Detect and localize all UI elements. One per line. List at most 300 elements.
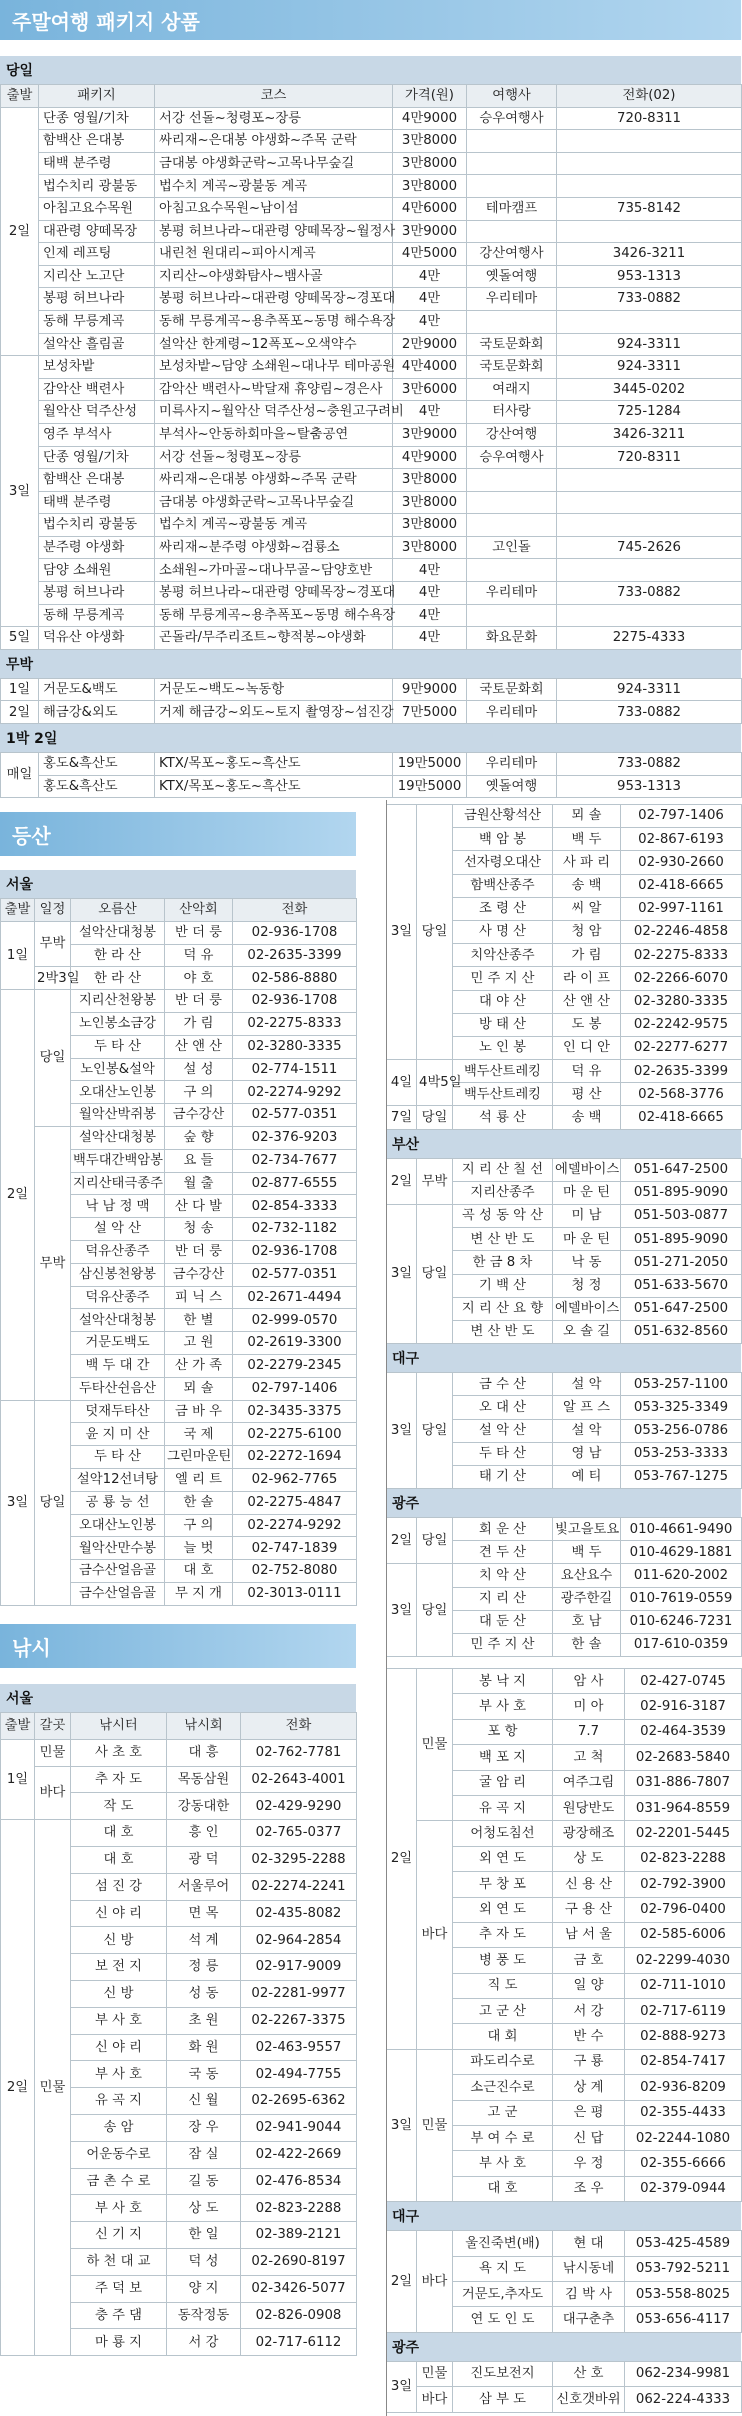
table-cell: 2일: [1, 107, 39, 356]
table-cell: 2일: [387, 1669, 417, 2050]
table-cell: 변 산 반 도: [453, 1228, 553, 1251]
table-cell: 피 닉 스: [165, 1286, 233, 1309]
column-header: 출발: [1, 899, 35, 922]
table-cell: 태백 분주령: [39, 152, 155, 175]
table-cell: 신 답: [553, 2126, 625, 2151]
table-cell: 함백산 은대봉: [39, 469, 155, 492]
data-table: [386, 1668, 742, 2202]
table-cell: 02-429-9290: [241, 1793, 357, 1820]
table-cell: 욕 지 도: [453, 2256, 553, 2281]
region-label: 대구: [386, 1344, 741, 1372]
table-cell: 공 룡 능 선: [71, 1491, 165, 1514]
table-cell: 민물: [35, 1739, 71, 1766]
table-cell: 아침고요수목원: [39, 197, 155, 220]
table-row: [1, 921, 357, 944]
table-cell: 금대봉 야생화군락~고목나무숲길: [155, 491, 393, 514]
fishing-header: 낚시: [0, 1624, 356, 1668]
table-cell: 010-4661-9490: [621, 1518, 742, 1541]
table-cell: 거문도~백도~녹동항: [155, 678, 393, 701]
table-cell: 19만5000: [393, 775, 467, 798]
table-cell: 김 박 사: [553, 2281, 625, 2306]
table-cell: 02-732-1182: [233, 1218, 357, 1241]
table-cell: 2일: [1, 990, 35, 1400]
column-header: 산악회: [165, 899, 233, 922]
table-cell: 화 원: [167, 2034, 241, 2061]
table-cell: 거문도백도: [71, 1332, 165, 1355]
table-cell: 견 두 산: [453, 1541, 553, 1564]
table-cell: 설악산 흘림골: [39, 333, 155, 356]
table-row: [387, 2387, 742, 2412]
table-cell: 고 군 산: [453, 1999, 553, 2024]
table-cell: 고 원: [165, 1332, 233, 1355]
table-cell: 한 솔: [553, 1634, 621, 1657]
table-cell: 조 령 산: [453, 897, 553, 920]
table-cell: 대구춘추: [553, 2307, 625, 2332]
table-cell: 유 곡 지: [453, 1795, 553, 1820]
table-cell: 당일: [417, 805, 453, 1060]
table-cell: 02-494-7755: [241, 2061, 357, 2088]
table-cell: 은 평: [553, 2100, 625, 2125]
table-cell: 오 대 산: [453, 1396, 553, 1419]
table-cell: 02-936-1708: [233, 990, 357, 1013]
table-cell: 영주 부석사: [39, 423, 155, 446]
table-cell: 02-854-7417: [625, 2049, 742, 2074]
table-cell: 덕유산종주: [71, 1286, 165, 1309]
table-row: [1, 604, 742, 627]
table-cell: 7.7: [553, 1719, 625, 1744]
table-cell: 우리테마: [467, 582, 557, 605]
table-cell: 초 원: [167, 2007, 241, 2034]
region-label: 광주: [386, 2333, 741, 2361]
table-cell: 연 도 인 도: [453, 2307, 553, 2332]
table-cell: 동해 무릉계곡~용추폭포~동명 해수욕장: [155, 310, 393, 333]
table-cell: 02-3295-2288: [241, 1846, 357, 1873]
table-cell: 동작정동: [167, 2302, 241, 2329]
table-cell: 구 룡: [553, 2049, 625, 2074]
table-cell: 02-823-2288: [241, 2195, 357, 2222]
table-cell: 신 야 리: [71, 1900, 167, 1927]
table-cell: 지 리 산: [453, 1587, 553, 1610]
table-cell: 2일: [387, 2231, 417, 2333]
table-cell: [467, 310, 557, 333]
table-cell: 에델바이스: [553, 1297, 621, 1320]
table-cell: 금 촌 수 로: [71, 2168, 167, 2195]
table-cell: 암 사: [553, 1669, 625, 1694]
table-cell: 010-4629-1881: [621, 1541, 742, 1564]
table-cell: 02-3280-3335: [621, 990, 742, 1013]
table-cell: 바다: [417, 2231, 453, 2333]
table-cell: 싸리재~은대봉 야생화~주목 군락: [155, 130, 393, 153]
table-cell: 백 두: [553, 1541, 621, 1564]
table-cell: 산 앤 산: [165, 1035, 233, 1058]
table-cell: 한 일: [167, 2222, 241, 2249]
table-cell: 일 양: [553, 1973, 625, 1998]
table-cell: 마 룡 지: [71, 2329, 167, 2356]
table-cell: 02-797-1406: [233, 1377, 357, 1400]
table-cell: 마 운 틴: [553, 1181, 621, 1204]
table-cell: 도 봉: [553, 1013, 621, 1036]
table-cell: 7일: [387, 1106, 417, 1129]
table-cell: 053-558-8025: [625, 2281, 742, 2306]
table-cell: 주 덕 보: [71, 2275, 167, 2302]
table-cell: [557, 514, 742, 537]
table-row: [1, 130, 742, 153]
table-cell: 바다: [35, 1766, 71, 1820]
table-cell: 광 덕: [167, 1846, 241, 1873]
table-cell: 송 암: [71, 2114, 167, 2141]
table-cell: 2만9000: [393, 333, 467, 356]
region-label: 서울: [0, 1684, 356, 1712]
table-cell: 보성차밭~담양 소쇄원~대나무 테마공원: [155, 356, 393, 379]
table-cell: 4박5일: [417, 1060, 453, 1106]
table-cell: 단종 영월/기차: [39, 446, 155, 469]
table-cell: [557, 559, 742, 582]
table-cell: 병 풍 도: [453, 1948, 553, 1973]
table-cell: 길 동: [167, 2168, 241, 2195]
table-row: [387, 2231, 742, 2256]
data-table: [0, 752, 742, 798]
table-cell: 상 계: [553, 2075, 625, 2100]
table-cell: 02-2671-4494: [233, 1286, 357, 1309]
table-cell: 010-7619-0559: [621, 1587, 742, 1610]
table-cell: 4만6000: [393, 197, 467, 220]
table-cell: 02-711-1010: [625, 1973, 742, 1998]
table-cell: 4만9000: [393, 107, 467, 130]
table-row: [1, 1126, 357, 1149]
table-row: [387, 1158, 742, 1181]
table-cell: 02-2242-9575: [621, 1013, 742, 1036]
table-cell: [557, 310, 742, 333]
table-cell: 조 우: [553, 2176, 625, 2201]
table-cell: 설 성: [165, 1058, 233, 1081]
table-row: [1, 536, 742, 559]
table-cell: 봉평 허브나라: [39, 288, 155, 311]
table-row: [387, 805, 742, 828]
table-cell: 함백산종주: [453, 874, 553, 897]
data-table: [0, 898, 357, 1606]
table-cell: 953-1313: [557, 775, 742, 798]
table-cell: [467, 130, 557, 153]
table-cell: 당일: [417, 1518, 453, 1564]
table-cell: 그린마운틴: [165, 1446, 233, 1469]
data-table: [386, 1158, 742, 1345]
table-cell: 3일: [387, 1205, 417, 1344]
table-cell: 태 기 산: [453, 1465, 553, 1488]
table-cell: 3일: [387, 2361, 417, 2412]
table-cell: 민물: [417, 2361, 453, 2386]
table-row: [1, 265, 742, 288]
table-cell: 변 산 반 도: [453, 1320, 553, 1343]
table-cell: 섬 진 강: [71, 1873, 167, 1900]
table-cell: 금대봉 야생화군락~고목나무숲길: [155, 152, 393, 175]
table-row: [1, 491, 742, 514]
table-cell: 바다: [417, 2387, 453, 2412]
column-header: 오름산: [71, 899, 165, 922]
table-cell: 19만5000: [393, 753, 467, 776]
table-cell: 봉평 허브나라~대관령 양떼목장~경포대: [155, 582, 393, 605]
table-cell: 대 호: [71, 1820, 167, 1847]
table-cell: 02-2275-4847: [233, 1491, 357, 1514]
table-cell: 강동대한: [167, 1793, 241, 1820]
table-cell: 어청도침선: [453, 1821, 553, 1846]
table-cell: 02-2619-3300: [233, 1332, 357, 1355]
table-cell: 053-425-4589: [625, 2231, 742, 2256]
table-cell: 추 자 도: [71, 1766, 167, 1793]
table-cell: 02-2267-3375: [241, 2007, 357, 2034]
table-cell: 당일: [417, 1564, 453, 1657]
table-cell: 02-418-6665: [621, 874, 742, 897]
table-cell: 3일: [387, 805, 417, 1060]
table-cell: 월악산박쥐봉: [71, 1104, 165, 1127]
table-cell: 3일: [387, 1373, 417, 1489]
table-cell: 빛고을토요: [553, 1518, 621, 1541]
table-cell: 02-717-6112: [241, 2329, 357, 2356]
table-cell: 부 사 호: [453, 2151, 553, 2176]
table-cell: 한 라 산: [71, 967, 165, 990]
table-cell: 낙 동: [553, 1251, 621, 1274]
table-cell: 엘 리 트: [165, 1468, 233, 1491]
table-cell: 청 정: [553, 1274, 621, 1297]
table-cell: [467, 604, 557, 627]
table-cell: 법수치 계곡~광불동 계곡: [155, 175, 393, 198]
table-cell: 02-464-3539: [625, 1719, 742, 1744]
table-cell: [467, 514, 557, 537]
table-cell: 법수치리 광불동: [39, 175, 155, 198]
table-cell: 고 군: [453, 2100, 553, 2125]
table-cell: 석 계: [167, 1927, 241, 1954]
table-row: [1, 423, 742, 446]
hiking-left-block: [0, 870, 356, 1610]
table-cell: 051-633-5670: [621, 1274, 742, 1297]
table-cell: 가 림: [165, 1012, 233, 1035]
table-cell: 02-941-9044: [241, 2114, 357, 2141]
table-cell: 733-0882: [557, 753, 742, 776]
table-cell: 금원산황석산: [453, 805, 553, 828]
table-cell: 3일: [1, 356, 39, 627]
table-cell: 733-0882: [557, 582, 742, 605]
table-cell: 에델바이스: [553, 1158, 621, 1181]
table-row: [387, 1564, 742, 1587]
table-cell: 당일: [417, 1373, 453, 1489]
table-cell: 설악산 한계령~12폭포~오색약수: [155, 333, 393, 356]
table-cell: 설악산대청봉: [71, 921, 165, 944]
table-cell: 02-936-1708: [233, 921, 357, 944]
table-cell: [467, 559, 557, 582]
header-row: [1, 899, 357, 922]
table-cell: 3426-3211: [557, 423, 742, 446]
table-cell: 거문도,추자도: [453, 2281, 553, 2306]
table-cell: 하 천 대 교: [71, 2248, 167, 2275]
table-cell: 담양 소쇄원: [39, 559, 155, 582]
table-cell: 02-355-6666: [625, 2151, 742, 2176]
table-cell: 02-2643-4001: [241, 1766, 357, 1793]
data-table: [386, 1517, 742, 1657]
table-cell: 02-2299-4030: [625, 1948, 742, 1973]
table-cell: 무박: [417, 1158, 453, 1204]
table-row: [1, 1739, 357, 1766]
table-cell: 백 포 지: [453, 1745, 553, 1770]
table-cell: 잠 실: [167, 2141, 241, 2168]
table-cell: 월악산 덕주산성: [39, 401, 155, 424]
table-cell: 3426-3211: [557, 243, 742, 266]
table-cell: [557, 175, 742, 198]
table-cell: 02-435-8082: [241, 1900, 357, 1927]
table-row: [387, 1106, 742, 1129]
table-cell: 053-656-4117: [625, 2307, 742, 2332]
table-cell: 바다: [417, 1821, 453, 2050]
table-cell: 부 사 호: [453, 1694, 553, 1719]
table-cell: 대 회: [453, 2024, 553, 2049]
table-cell: 신호갯바위: [553, 2387, 625, 2412]
table-cell: 02-997-1161: [621, 897, 742, 920]
table-cell: 국 동: [167, 2061, 241, 2088]
table-cell: 서울루어: [167, 1873, 241, 1900]
table-cell: 9만9000: [393, 678, 467, 701]
table-cell: 02-2201-5445: [625, 1821, 742, 1846]
table-cell: 고인돌: [467, 536, 557, 559]
table-cell: 3만6000: [393, 378, 467, 401]
column-header: 전화: [233, 899, 357, 922]
table-cell: 대 호: [165, 1560, 233, 1583]
table-cell: 서 강: [553, 1999, 625, 2024]
table-cell: 봉 낙 지: [453, 1669, 553, 1694]
table-cell: 02-3426-5077: [241, 2275, 357, 2302]
table-cell: 요산요수: [553, 1564, 621, 1587]
table-cell: 민 주 지 산: [453, 967, 553, 990]
table-cell: 당일: [35, 1400, 71, 1605]
table-cell: 홍도&흑산도: [39, 753, 155, 776]
table-cell: 신 용 산: [553, 1872, 625, 1897]
table-cell: 외 연 도: [453, 1846, 553, 1871]
table-cell: 금수산얼음골: [71, 1560, 165, 1583]
table-cell: 동해 무릉계곡: [39, 604, 155, 627]
table-cell: 원당반도: [553, 1795, 625, 1820]
weekend-header: 주말여행 패키지 상품: [0, 0, 741, 40]
table-cell: 우 정: [553, 2151, 625, 2176]
table-cell: 대 호: [71, 1846, 167, 1873]
table-cell: 월 출: [165, 1172, 233, 1195]
table-cell: 2일: [387, 1518, 417, 1564]
table-cell: 사 명 산: [453, 920, 553, 943]
data-table: [0, 1712, 357, 2356]
table-cell: 02-796-0400: [625, 1897, 742, 1922]
table-cell: 싸리재~은대봉 야생화~주목 군락: [155, 469, 393, 492]
table-cell: 진도보전지: [453, 2361, 553, 2386]
table-cell: 오대산노인봉: [71, 1514, 165, 1537]
table-cell: 설 악: [553, 1373, 621, 1396]
table-cell: 당일: [417, 1106, 453, 1129]
region-label: 당일: [0, 56, 741, 84]
table-cell: [467, 175, 557, 198]
table-cell: 소쇄원~가마골~대나무골~담양호반: [155, 559, 393, 582]
table-cell: 산 앤 산: [553, 990, 621, 1013]
table-cell: 광장해조: [553, 1821, 625, 1846]
table-cell: 백두산트레킹: [453, 1083, 553, 1106]
table-cell: 인 디 안: [553, 1036, 621, 1059]
region-label: 광주: [386, 1489, 741, 1517]
table-cell: 02-867-6193: [621, 828, 742, 851]
table-cell: 노인봉&설악: [71, 1058, 165, 1081]
table-cell: 051-632-8560: [621, 1320, 742, 1343]
table-cell: 우리테마: [467, 701, 557, 724]
table-row: [1, 446, 742, 469]
table-row: [1, 775, 742, 798]
table-cell: 충 주 댐: [71, 2302, 167, 2329]
table-cell: 산 가 족: [165, 1354, 233, 1377]
table-cell: 02-762-7781: [241, 1739, 357, 1766]
table-cell: 설악산대청봉: [71, 1309, 165, 1332]
table-cell: 3445-0202: [557, 378, 742, 401]
column-header: 전화: [241, 1713, 357, 1740]
table-cell: 법수치리 광불동: [39, 514, 155, 537]
table-cell: 대 야 산: [453, 990, 553, 1013]
table-cell: 지리산천왕봉: [71, 990, 165, 1013]
table-cell: 02-774-1511: [233, 1058, 357, 1081]
table-cell: 745-2626: [557, 536, 742, 559]
table-cell: 02-734-7677: [233, 1149, 357, 1172]
table-cell: 062-224-4333: [625, 2387, 742, 2412]
table-cell: 석 룡 산: [453, 1106, 553, 1129]
column-header: 패키지: [39, 85, 155, 108]
table-cell: 02-2244-1080: [625, 2126, 742, 2151]
table-cell: 야 호: [165, 967, 233, 990]
table-row: [1, 197, 742, 220]
table-cell: 02-463-9557: [241, 2034, 357, 2061]
table-cell: 민 주 지 산: [453, 1634, 553, 1657]
table-cell: [557, 469, 742, 492]
table-cell: 미륵사지~월악산 덕주산성~충원고구려비: [155, 401, 393, 424]
table-row: [387, 1060, 742, 1083]
table-cell: 02-2274-9292: [233, 1514, 357, 1537]
table-cell: 봉평 허브나라: [39, 582, 155, 605]
table-cell: 외 연 도: [453, 1897, 553, 1922]
table-cell: 한 별: [165, 1309, 233, 1332]
table-cell: 02-765-0377: [241, 1820, 357, 1847]
table-cell: 대 흥: [167, 1739, 241, 1766]
table-cell: 금 호: [553, 1948, 625, 1973]
table-cell: 덕 유: [553, 1060, 621, 1083]
column-header: 전화(02): [557, 85, 742, 108]
table-cell: 상 도: [167, 2195, 241, 2222]
table-cell: 2일: [1, 701, 39, 724]
table-cell: 방 태 산: [453, 1013, 553, 1036]
table-cell: 053-767-1275: [621, 1465, 742, 1488]
table-cell: 설악산대청봉: [71, 1126, 165, 1149]
table-cell: 4만5000: [393, 243, 467, 266]
table-cell: 소근진수로: [453, 2075, 553, 2100]
table-cell: 02-888-9273: [625, 2024, 742, 2049]
table-row: [1, 627, 742, 650]
table-cell: 953-1313: [557, 265, 742, 288]
table-cell: 요 들: [165, 1149, 233, 1172]
table-cell: 02-3280-3335: [233, 1035, 357, 1058]
table-cell: 1일: [1, 1739, 35, 1819]
table-cell: 덕유산종주: [71, 1240, 165, 1263]
table-cell: 051-271-2050: [621, 1251, 742, 1274]
table-cell: 라 이 프: [553, 967, 621, 990]
table-cell: 두 타 산: [453, 1442, 553, 1465]
table-cell: 덕 성: [167, 2248, 241, 2275]
table-cell: 02-2275-6100: [233, 1423, 357, 1446]
table-cell: 4만9000: [393, 446, 467, 469]
table-cell: 지리산~야생화탐사~뱀사골: [155, 265, 393, 288]
table-cell: 호 남: [553, 1610, 621, 1633]
table-cell: 5일: [1, 627, 39, 650]
table-cell: 선자령오대산: [453, 851, 553, 874]
region-label: 서울: [0, 870, 356, 898]
table-cell: 민물: [35, 1820, 71, 2356]
table-cell: 영 남: [553, 1442, 621, 1465]
